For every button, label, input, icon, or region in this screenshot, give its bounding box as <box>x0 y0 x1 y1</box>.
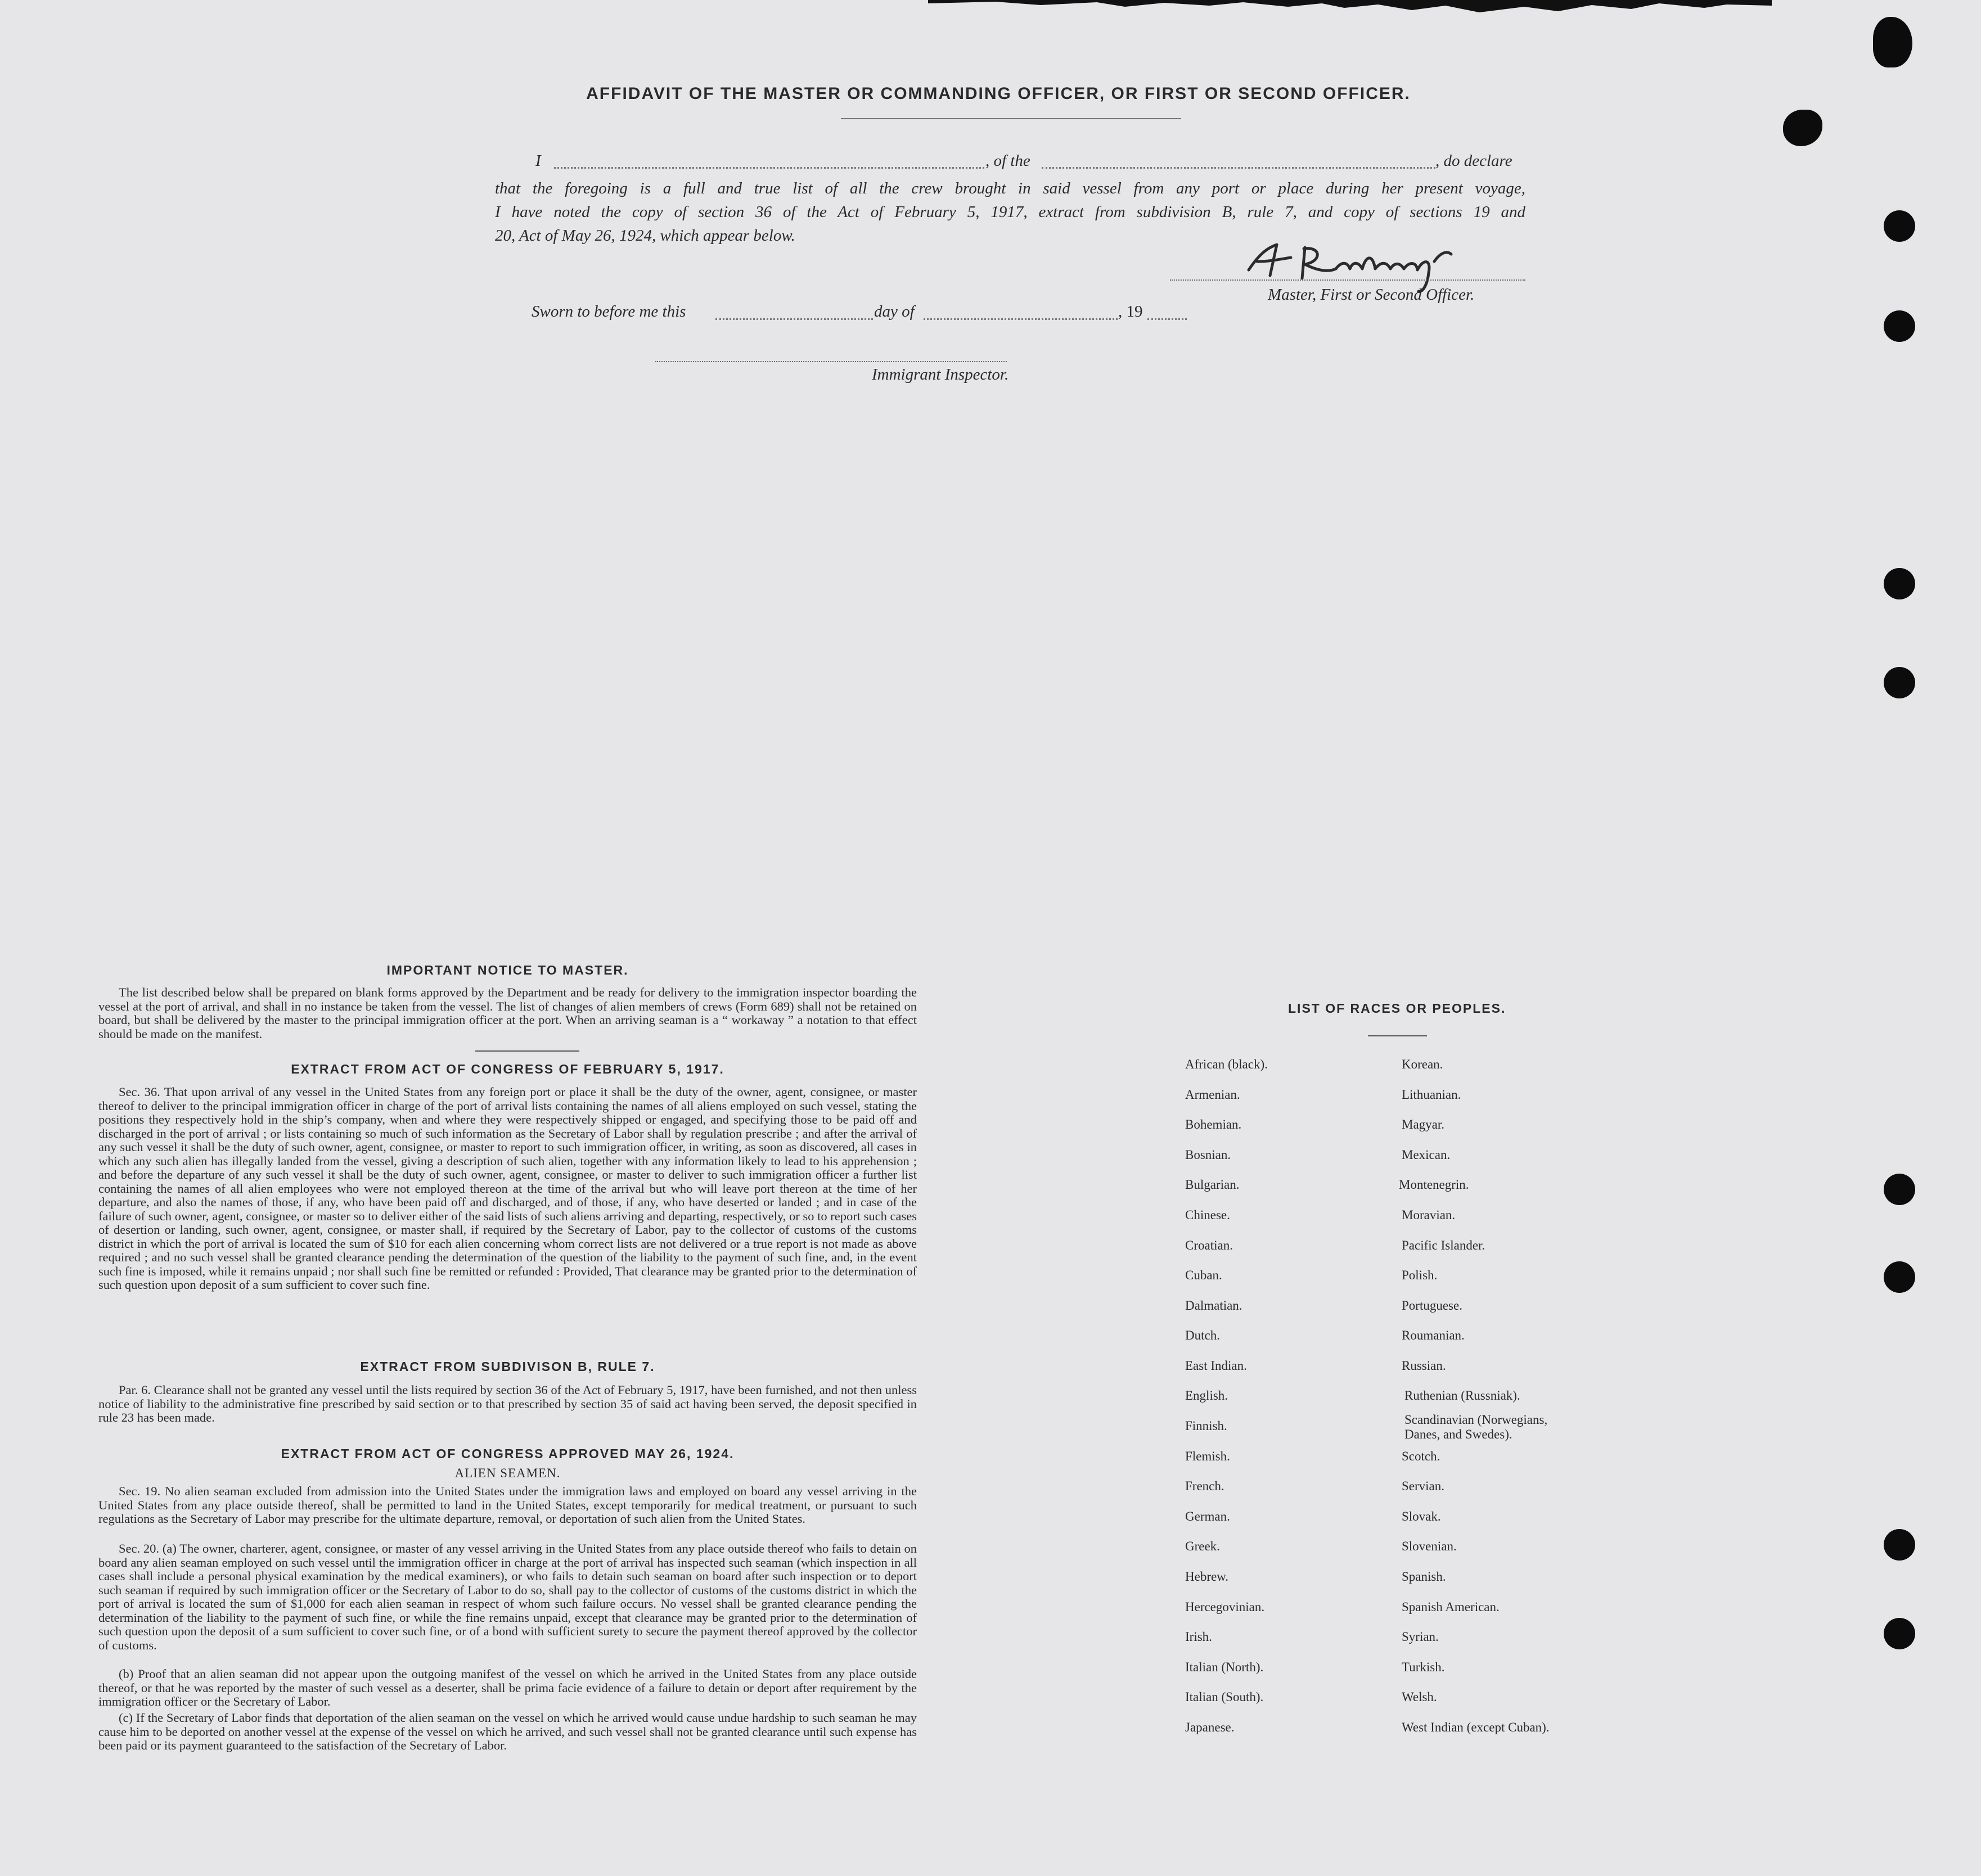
race-item: Flemish. <box>1185 1449 1230 1463</box>
race-item: Japanese. <box>1185 1720 1235 1734</box>
race-item: Montenegrin. <box>1399 1178 1469 1192</box>
race-item: Roumanian. <box>1402 1328 1465 1342</box>
extract2-title: EXTRACT FROM SUBDIVISON B, RULE 7. <box>360 1359 655 1374</box>
race-item: Lithuanian. <box>1402 1088 1461 1102</box>
signature-caption: Master, First or Second Officer. <box>1268 286 1475 304</box>
race-item: Scandinavian (Norwegians, Danes, and Swedes). <box>1404 1413 1548 1441</box>
race-item: Hercegovinian. <box>1185 1600 1265 1614</box>
punch-hole <box>1884 1174 1915 1205</box>
race-item: East Indian. <box>1185 1359 1247 1373</box>
extract1-text: Sec. 36. That upon arrival of any vessel in the United States from any foreign port or place it shall be the duty of the owner, agent, consignee, or master thereof to deliver to the principal immigration officer in charge of the port of arrival lists containing the names of all aliens employed on such vessel, stating the positions they respectively hold in the ship’s company, when and where they were respectively shipped or engaged, and specifying those to be paid off and discharged in the port of arrival ; or lists containing so much of such information as the Secretary of Labor shall by regulation prescribe ; and after the arrival of any such vessel it shall be the duty of such owner, agent, consignee, or master to report to such immigration officer, in writing, as soon as discovered, all cases in which any such alien has illegally landed from the vessel, giving a description of such alien, together with any information likely to lead to his apprehension ; and before the departure of any such vessel it shall be the duty of such owner, agent, consignee, or master to deliver to such immigration officer a further list containing the names of all alien employees who were not employed thereon at the time of the arrival but who will leave port thereon at the time of her departure, and also the names of those, if any, who have been paid off and discharged, and of those, if any, who have deserted or landed ; and in case of the failure of such owner, agent, consignee, or master so to deliver either of the said lists of such aliens arriving and departing, respectively, or so to report such cases of desertion or landing, such owner, agent, consignee, or master shall, if required by the Secretary of Labor, pay to the collector of customs of the customs district in which the port of arrival is located the sum of $10 for each alien concerning whom correct lists are not delivered or a true report is not made as above required ; and no such vessel shall be granted clearance pending the determination of the question of the liability to the payment of such fine, and, in the event such fine is imposed, while it remains unpaid ; nor shall such fine be remitted or refunded : Provided, That clearance may be granted prior to the determination of such question upon deposit of a sum sufficient to cover such fine. <box>98 1085 917 1292</box>
race-item: Russian. <box>1402 1359 1446 1373</box>
race-item: Magyar. <box>1402 1117 1445 1131</box>
extract3-subtitle: ALIEN SEAMEN. <box>454 1466 561 1480</box>
race-item: Slovak. <box>1402 1509 1441 1523</box>
extract3-title: EXTRACT FROM ACT OF CONGRESS APPROVED MAY 26, 1924. <box>281 1446 735 1461</box>
race-item: African (black). <box>1185 1057 1268 1071</box>
sworn-label: Sworn to before me this <box>532 303 686 321</box>
punch-hole <box>1884 667 1915 698</box>
race-item: Spanish American. <box>1402 1600 1500 1614</box>
race-item: German. <box>1185 1509 1230 1523</box>
notice-title: IMPORTANT NOTICE TO MASTER. <box>386 963 629 977</box>
race-item: Slovenian. <box>1402 1539 1457 1553</box>
of-the-label: , of the <box>985 152 1030 170</box>
race-item: French. <box>1185 1479 1224 1493</box>
declaration-line: 20, Act of May 26, 1924, which appear below. <box>495 227 795 245</box>
signature-line[interactable] <box>1170 279 1525 281</box>
punch-hole <box>1884 1618 1915 1649</box>
race-item: Armenian. <box>1185 1088 1240 1102</box>
title-underline <box>841 118 1181 119</box>
race-item: Finnish. <box>1185 1419 1227 1433</box>
sec20b-text: (b) Proof that an alien seaman did not appear upon the outgoing manifest of the vessel on which he arrived in the United States from any place outside thereof, or that he was reported by the master of such vessel as a deserter, shall be prima facie evidence of a failure to detain or deport after requirement by the immigration officer or the Secretary of Labor. <box>98 1667 917 1708</box>
sec19-text: Sec. 19. No alien seaman excluded from admission into the United States under the immigration laws and employed on board any vessel arriving in the United States from any place outside thereof, shall be permitted to land in the United States, except temporarily for medical treatment, or pursuant to such regulations as the Secretary of Labor may prescribe for the ultimate departure, removal, or deportation of such alien from the United States. <box>98 1484 917 1526</box>
race-item: Polish. <box>1402 1268 1438 1282</box>
extract1-title: EXTRACT FROM ACT OF CONGRESS OF FEBRUARY 5, 1917. <box>291 1062 724 1076</box>
race-item: Chinese. <box>1185 1208 1230 1222</box>
vessel-name-field[interactable] <box>1042 167 1435 169</box>
race-item: Dutch. <box>1185 1328 1220 1342</box>
year-label: , 19 <box>1118 303 1143 321</box>
extract2-text: Par. 6. Clearance shall not be granted any vessel until the lists required by section 36 of the Act of February 5, 1917, have been furnished, and not then unless notice of liability to the administrative fine prescribed by said section or to that prescribed by section 35 of said act having been served, the deposit specified in rule 23 has been made. <box>98 1383 917 1424</box>
race-item: Mexican. <box>1402 1148 1451 1162</box>
punch-hole <box>1884 210 1915 242</box>
race-item: Spanish. <box>1402 1570 1446 1584</box>
race-item: English. <box>1185 1388 1228 1403</box>
sec20a-text: Sec. 20. (a) The owner, charterer, agent, consignee, or master of any vessel arriving in the United States from any place outside thereof who fails to detain on board any alien seaman employed on such vessel until the immigration officer in charge at the port of arrival has inspected such seaman (which inspection in all cases shall include a personal physical examination by the medical examiners), or who fails to detain such seaman on board after such inspection or to deport such seaman if required by such immigration officer or the Secretary of Labor to do so, shall pay to the collector of customs of the customs district in which the port of arrival is located the sum of $1,000 for each alien seaman in respect of whom such failure occurs. No vessel shall be granted clearance pending the determination of the liability to the payment of such fine, or while the fine remains unpaid, except that clearance may be granted prior to the determination of such question upon the deposit of a sum sufficient to cover such fine, or of a bond with sufficient surety to secure the payment thereof approved by the collector of customs. <box>98 1541 917 1652</box>
sworn-month-field[interactable] <box>924 318 1118 320</box>
sec20c-text: (c) If the Secretary of Labor finds that deportation of the alien seaman on the vessel on which he arrived would cause undue hardship to such seaman he may cause him to be deported on another vessel at the expense of the vessel on which he arrived, and such vessel shall not be granted clearance until such expense has been paid or its payment guaranteed to the satisfaction of the Secretary of Labor. <box>98 1711 917 1752</box>
race-item: Welsh. <box>1402 1690 1437 1704</box>
punch-hole <box>1884 1261 1915 1293</box>
race-item: Dalmatian. <box>1185 1298 1242 1313</box>
race-item: Korean. <box>1402 1057 1443 1071</box>
races-divider <box>1368 1035 1427 1036</box>
declarant-name-field[interactable] <box>554 167 984 169</box>
race-item: Bulgarian. <box>1185 1178 1240 1192</box>
notice-intro: The list described below shall be prepared on blank forms approved by the Department and be ready for delivery to the immigration inspector boarding the vessel at the port of arrival, and shall in no instance be taken from the vessel. The list of changes of alien members of crews (Form 689) shall not be retained on board, but shall be delivered by the master to the principal immigration officer at the port. When an arriving seaman is a “ workaway ” a notation to that effect should be made on the manifest. <box>98 985 917 1041</box>
punch-hole <box>1884 1529 1915 1561</box>
inspector-signature-line[interactable] <box>655 361 1007 362</box>
race-item: Greek. <box>1185 1539 1220 1553</box>
race-item: Italian (South). <box>1185 1690 1264 1704</box>
race-item: Bosnian. <box>1185 1148 1231 1162</box>
sworn-year-field[interactable] <box>1147 318 1187 320</box>
race-item: Scotch. <box>1402 1449 1440 1463</box>
ink-blot <box>1783 110 1822 146</box>
race-item: Croatian. <box>1185 1238 1233 1252</box>
sworn-day-field[interactable] <box>715 318 873 320</box>
race-item: Syrian. <box>1402 1630 1439 1644</box>
race-item: Servian. <box>1402 1479 1445 1493</box>
declaration-line: that the foregoing is a full and true list of all the crew brought in said vessel from any port or place during her present voyage, <box>495 179 1525 197</box>
race-item: Cuban. <box>1185 1268 1222 1282</box>
do-declare-label: , do declare <box>1435 152 1512 170</box>
race-item: Italian (North). <box>1185 1660 1264 1674</box>
race-item: Pacific Islander. <box>1402 1238 1485 1252</box>
race-item: Irish. <box>1185 1630 1212 1644</box>
race-item: Portuguese. <box>1402 1298 1462 1313</box>
inspector-caption: Immigrant Inspector. <box>872 366 1009 384</box>
torn-edge <box>928 0 1772 17</box>
race-item: Turkish. <box>1402 1660 1445 1674</box>
section-divider <box>475 1050 579 1052</box>
race-item: Bohemian. <box>1185 1117 1242 1131</box>
race-item: Moravian. <box>1402 1208 1456 1222</box>
punch-hole <box>1884 310 1915 342</box>
affidavit-title: AFFIDAVIT OF THE MASTER OR COMMANDING OFFICER, OR FIRST OR SECOND OFFICER. <box>586 84 1411 103</box>
race-item: Ruthenian (Russniak). <box>1404 1388 1520 1403</box>
declarant-i: I <box>535 152 541 170</box>
declaration-line: I have noted the copy of section 36 of the Act of February 5, 1917, extract from subdivision B, rule 7, and copy of sections 19 and <box>495 203 1525 221</box>
race-item: West Indian (except Cuban). <box>1402 1720 1550 1734</box>
day-of-label: day of <box>874 303 915 321</box>
races-title: LIST OF RACES OR PEOPLES. <box>1288 1001 1506 1016</box>
punch-hole <box>1884 568 1915 599</box>
race-item: Hebrew. <box>1185 1570 1229 1584</box>
ink-blot <box>1873 17 1912 67</box>
